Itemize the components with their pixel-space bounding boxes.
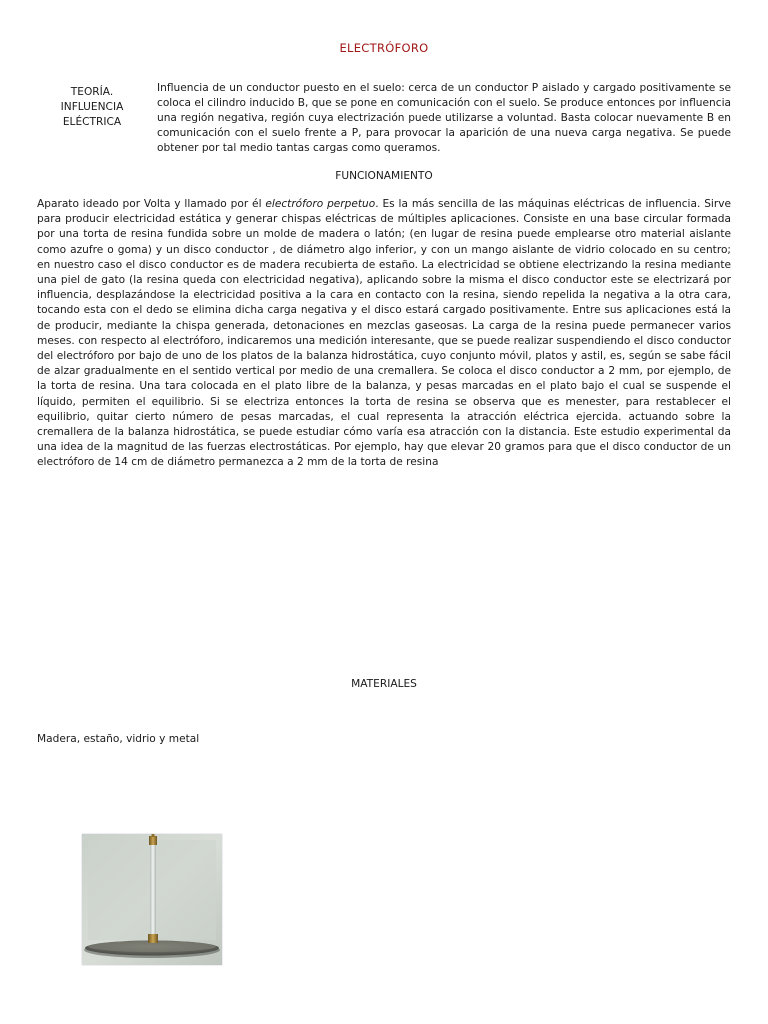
funcionamiento-heading: FUNCIONAMIENTO [335,170,433,182]
materiales-text: Madera, estaño, vidrio y metal [37,733,200,745]
theory-paragraph: Influencia de un conductor puesto en el suelo: cerca de un conductor P aislado y cargado positivamente se coloca el cilindro inducido B, que se pone en comunicación con el suelo. Se produce entonces por influencia una región negativa, región cuya electrización puede utilizarse a voluntad. Basta colocar nuevamente B en comunicación con el suelo frente a P, para provocar la aparición de una nueva carga negativa. Se puede obtener por tal medio tantas cargas como queramos. [157,82,731,154]
theory-label-line: TEORÍA. [70,86,114,98]
funcionamiento-text-rest: . Es la más sencilla de las máquinas eléctricas de influencia. Sirve para producir electricidad estática y generar chispas eléctricas de múltiples aplicaciones. Consiste en una base circular formada por una torta de resina fundida sobre un molde de madera o latón; (en lugar de resina puede emplearse otro material aislante como azufre o goma) y un disco conductor , de diámetro algo inferior, y con un mango aislante de vidrio colocado en su centro; en nuestro caso el disco conductor es de madera recubierta de estaño. La electricidad se obtiene electrizando la resina mediante una piel de gato (la resina queda con electricidad negativa), aplicando sobre la misma el disco conductor este se electrizará por influencia, desplazándose la electricidad positiva a la cara en contacto con la resina, siendo repelida la negativa a la otra cara, tocando esta con el dedo se elimina dicha carga negativa y el disco estará cargado positivamente. Entre sus aplicaciones está la de producir, mediante la chispa generada, detonaciones en mezclas gaseosas. La carga de la resina puede permanecer varios meses. con respecto al electróforo, indicaremos una medición interesante, que se puede realizar suspendiendo el disco conductor del electróforo por bajo de uno de los platos de la balanza hidrostática, cuyo conjunto móvil, platos y astil, es, según se sabe fácil de alzar gradualmente en el sentido vertical por medio de una cremallera. Se coloca el disco conductor a 2 mm, por ejemplo, de la torta de resina. Una tara colocada en el plato libre de la balanza, y pesas marcadas en el plato bajo el cual se suspende el líquido, permiten el equilibrio. Si se electriza entonces la torta de resina se observa que es menester, para restablecer el equilibrio, quitar cierto número de pesas marcadas, el cual representa la atracción eléctrica ejercida. actuando sobre la cremallera de la balanza hidrostática, se puede estudiar cómo varía esa atracción con la distancia. Este estudio experimental da una idea de la magnitud de las fuerzas electrostáticas. Por ejemplo, hay que elevar 20 gramos para que el disco conductor de un electróforo de 14 cm de diámetro permanezca a 2 mm de la torta de resina [37,198,732,469]
handle-cap [149,836,157,845]
funcionamiento-paragraph [37,197,731,471]
handle-base [148,934,158,943]
funcionamiento-text-start: Aparato ideado por Volta y llamado por él [37,198,266,210]
electrophorus-photo [82,834,222,965]
glass-handle [150,844,156,940]
theory-label [50,85,134,130]
funcionamiento-emphasis: electróforo perpetuo [265,198,376,210]
document-title: ELECTRÓFORO [339,41,429,55]
theory-label-line: INFLUENCIA [60,101,124,113]
materiales-heading: MATERIALES [351,678,417,690]
theory-label-line: ELÉCTRICA [62,116,122,128]
